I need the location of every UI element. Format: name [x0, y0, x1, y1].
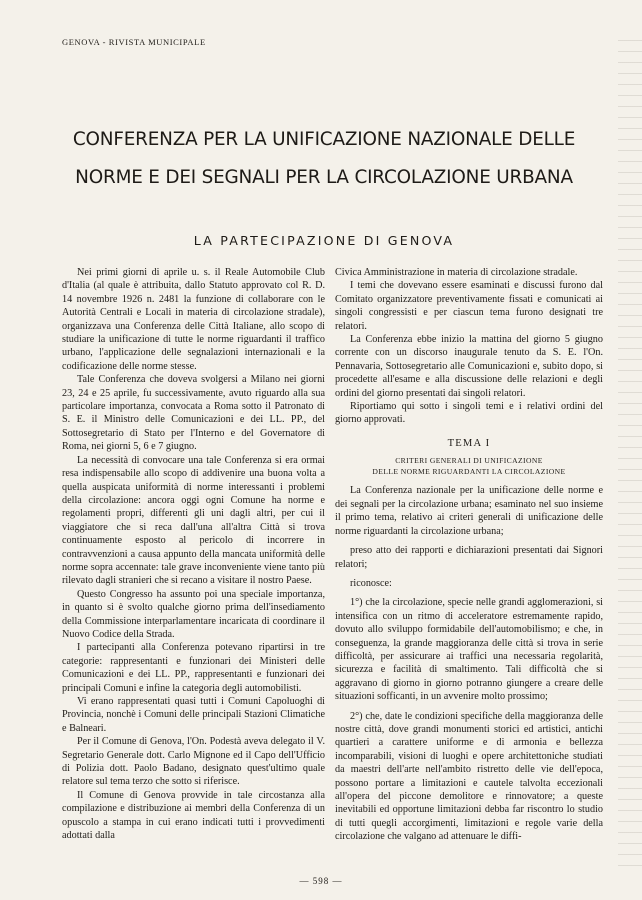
left-column: [62, 266, 325, 842]
tema-subheading: [335, 456, 603, 477]
paragraph: Riportiamo qui sotto i singoli temi e i relativi ordini del giorno approvati.: [335, 401, 603, 426]
paragraph: Vi erano rappresentati quasi tutti i Comuni Capoluoghi di Provincia, nonchè i Comuni delle principali Stazioni Climatiche e Balneari.: [62, 696, 325, 734]
right-column: [335, 266, 603, 844]
paragraph: La necessità di convocare una tale Conferenza si era ormai resa indispensabile allo scopo di addivenire una buona volta a quella auspicata uniformità di norme interessanti i problemi della circolazione: ancora oggi ogni Comune ha norme e regolamenti propri, differenti gli uni dagli altri, per cui il viaggiatore che si reca dall'una all'altra Città si trova continuamente esposto al pericolo di incorrere in contravvenzioni a causa appunto della mancata uniformità delle norme sopra accennate: tale grave inconveniente viene tanto più rilevato dagli stranieri che si recano a visitare il nostro Paese.: [62, 454, 325, 587]
tema-subheading-line-1: CRITERI GENERALI DI UNIFICAZIONE: [395, 456, 543, 466]
paragraph: Nei primi giorni di aprile u. s. il Reale Automobile Club d'Italia (al quale è attribuita, dallo Statuto approvato col R. D. 14 novembre 1926 n. 2481 la funzione di collaborare con le Autorità Centrali e Locali in materia di circolazione stradale), organizzava una Conferenza delle Città Italiane, allo scopo di studiare la unificazione di tutte le norme riguardanti il traffico urbano, l'applicazione delle segnalazioni internazionali e la codificazione delle norme stesse.: [62, 267, 325, 372]
paragraph: 1°) che la circolazione, specie nelle grandi agglomerazioni, si intensifica con un ritmo di acceleratore estremamente rapido, dovuto allo sviluppo formidabile dell'automobilismo; e che, in conseguenza, la grande maggioranza delle città si trova in serie difficoltà, per assicurare ai traffici una necessaria regolarità, sicurezza e facilità di smaltimento. Tali difficoltà che si aggravano di giorno in giorno potranno giungere a creare delle situazioni sofficanti, in un avvenire molto prossimo;: [335, 597, 603, 703]
bleed-through-text: [618, 40, 642, 870]
article-subtitle: LA PARTECIPAZIONE DI GENOVA: [193, 233, 455, 248]
tema-subheading-line-2: DELLE NORME RIGUARDANTI LA CIRCOLAZIONE: [372, 466, 566, 476]
paragraph: La Conferenza ebbe inizio la mattina del giorno 5 giugno corrente con un discorso inaugurale tenuto da S. E. l'On. Pennavaria, Sottosegretario alle Comunicazioni e, subito dopo, si procedette all'esame e alla discussione delle relazioni e degli ordini del giorno presentati dai singoli relatori.: [335, 334, 603, 399]
article-title-line-2: NORME E DEI SEGNALI PER LA CIRCOLAZIONE URBANA: [75, 167, 573, 188]
paragraph: La Conferenza nazionale per la unificazione delle norme e dei segnali per la circolazione urbana; esaminato nel suo insieme il primo tema, relativo ai criteri generali di unificazione delle norme riguardanti la circolazione urbana;: [335, 485, 603, 537]
paragraph: Questo Congresso ha assunto poi una speciale importanza, in quanto si è svolto qualche giorno prima dell'insediamento della Commissione interparlamentare incaricata di coordinare il Nuovo Codice della Strada.: [62, 588, 325, 640]
tema-heading: TEMA I: [447, 437, 491, 449]
paragraph: I temi che dovevano essere esaminati e discussi furono dal Comitato organizzatore preventivamente fissati e comunicati ai singoli congressisti e per ciascun tema furono designati tre relatori.: [335, 280, 603, 332]
paragraph: Tale Conferenza che doveva svolgersi a Milano nei giorni 23, 24 e 25 aprile, fu successivamente, avuto riguardo alla sua particolare importanza, convocata a Roma sotto il Patronato di S. E. il Ministro delle Comunicazioni e dei LL. PP., del Sottosegretario di Stato per l'Interno e del Governatore di Roma, nei giorni 5, 6 e 7 giugno.: [62, 374, 325, 453]
paragraph: Per il Comune di Genova, l'On. Podestà aveva delegato il V. Segretario Generale dott. Carlo Mignone ed il Capo dell'Ufficio di Polizia dott. Paolo Badano, designato quest'ultimo quale relatore sul tema terzo che sotto si riferisce.: [62, 736, 325, 788]
article-title-line-1: CONFERENZA PER LA UNIFICAZIONE NAZIONALE DELLE: [72, 129, 576, 150]
paragraph: Civica Amministrazione in materia di circolazione stradale.: [335, 267, 578, 278]
page-number: — 598 —: [299, 876, 343, 886]
running-head: GENOVA - RIVISTA MUNICIPALE: [62, 37, 206, 47]
paragraph: 2°) che, date le condizioni specifiche della maggioranza delle nostre città, dove grandi monumenti storici ed artistici, antichi quartieri a carattere uniforme e di armonia e bellezza incomparabili, visioni di luoghi e opere architettoniche studiati da maestri dell'arte nell'ambito ristretto delle vie dell'epoca, possono portare a limitazioni e cautele talvolta eccezionali all'opera del piccone demolitore e rinnovatore; a queste inevitabili ed opportune limitazioni debba far riscontro lo studio di tutti quegli accorgimenti, limitazioni e regole varie della circolazione che valgano ad attenuare le diffi-: [335, 710, 603, 843]
paragraph: I partecipanti alla Conferenza potevano ripartirsi in tre categorie: rappresentanti e funzionari dei Ministeri delle Comunicazioni e dei LL. PP., rappresentanti e funzionari dei principali Comuni e infine la categoria degli automobilisti.: [62, 642, 325, 694]
paragraph: preso atto dei rapporti e dichiarazioni presentati dai Signori relatori;: [335, 545, 603, 570]
paragraph: riconosce:: [350, 577, 392, 589]
paragraph: Il Comune di Genova provvide in tale circostanza alla compilazione e distribuzione ai membri della Conferenza di un opuscolo a stampa in cui erano indicati tutti i provvedimenti adottati dalla: [62, 789, 325, 842]
